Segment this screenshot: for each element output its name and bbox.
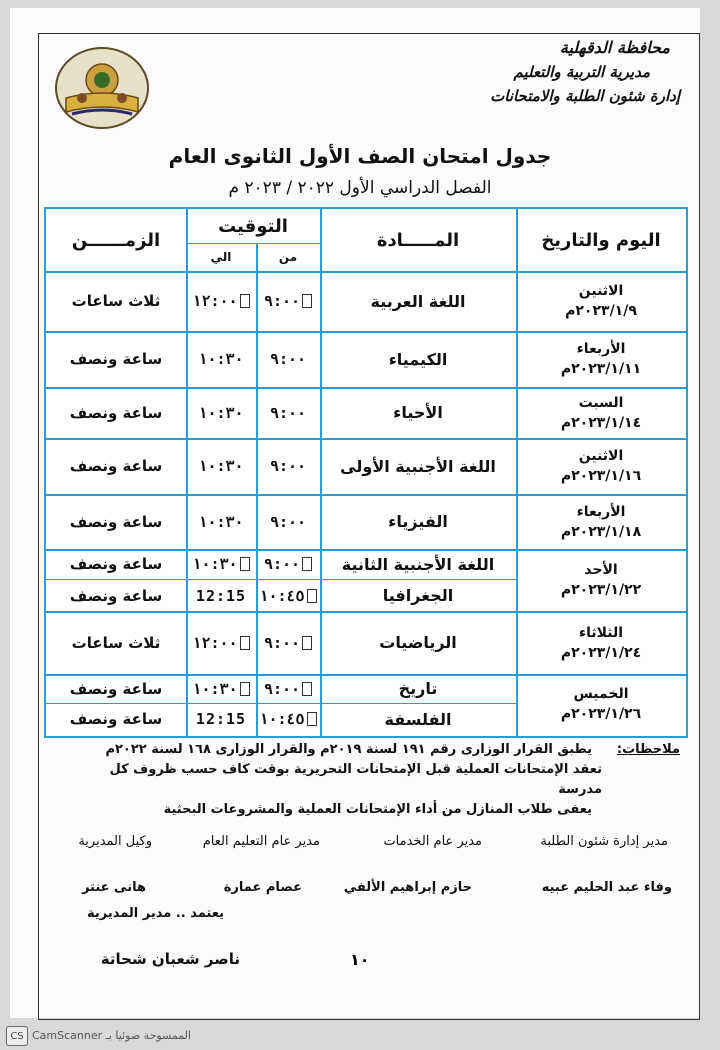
subject-cell: الفلسفة: [384, 709, 452, 729]
note-item: يعفى طلاب المنازل من أداء الإمتحانات العملية والمشروعات البحثية: [163, 802, 592, 817]
note-item: تعقد الإمتحانات العملية قبل الإمتحانات التحريرية بوقت كاف حسب ظروف كل مدرسة: [109, 762, 602, 797]
exam-date: ٢٠٢٣/١/١٤م: [560, 414, 642, 431]
header-duration: الزمــــــن: [71, 229, 161, 251]
start-time: ٩:٠٠: [256, 271, 320, 331]
day-name: الثلاثاء: [578, 624, 624, 641]
end-time: ١٢:٠٠: [186, 271, 256, 331]
exam-schedule-table: [44, 207, 688, 738]
notes-label: ملاحظات:: [616, 742, 680, 757]
end-time: ١٠:٣٠: [198, 512, 244, 531]
duration-cell: ساعة ونصف: [69, 679, 163, 698]
subject-cell: اللغة العربية: [370, 291, 466, 311]
end-time: ١٠:٣٠: [198, 350, 244, 368]
end-time: ١٠:٣٠: [198, 403, 244, 422]
end-time: 12:15: [195, 586, 247, 605]
day-cell: [516, 611, 686, 674]
subject-cell: الكيمياء: [388, 349, 448, 369]
signatory-name: هانى عنتر: [81, 880, 146, 895]
day-cell: [516, 494, 686, 549]
duration-cell: ساعة ونصف: [69, 710, 163, 728]
end-time: ١٠:٣٠: [198, 457, 244, 475]
day-name: الخميس: [573, 686, 629, 702]
end-time: ١٢:٠٠: [186, 611, 256, 674]
start-time: ٩:٠٠: [256, 611, 320, 674]
signatory-name: وفاء عبد الحليم عبيه: [541, 880, 672, 895]
subject-cell: الأحياء: [393, 403, 443, 422]
exam-date: ٢٠٢٣/١/١٨م: [560, 523, 642, 540]
day-name: الأربعاء: [576, 503, 626, 520]
duration-cell: ساعة ونصف: [69, 555, 163, 573]
signatory-name: حازم إبراهيم الألفي: [343, 880, 472, 895]
directorate-header: [420, 36, 680, 108]
day-cell: [516, 387, 686, 438]
duration-cell: ساعة ونصف: [69, 457, 163, 475]
exam-date: ٢٠٢٣/١/٩م: [565, 303, 637, 319]
duration-cell: ثلاث ساعات: [71, 292, 161, 310]
day-name: الاثنين: [578, 283, 624, 299]
subject-cell: الرياضيات: [379, 633, 457, 652]
camscanner-caption: الممسوحة ضوئيا بـ CamScanner: [32, 1029, 192, 1042]
header-day-date: اليوم والتاريخ: [541, 229, 661, 251]
duration-cell: ساعة ونصف: [69, 350, 163, 368]
duration-cell: ثلاث ساعات: [71, 633, 161, 652]
start-time: ٩:٠٠: [269, 457, 307, 475]
subject-cell: الجغرافيا: [382, 586, 454, 605]
day-name: الأربعاء: [576, 341, 626, 357]
signature-title: مدير إدارة شئون الطلبة: [540, 834, 668, 849]
start-time: ١٠:٤٥: [256, 704, 320, 734]
duration-cell: ساعة ونصف: [69, 403, 163, 422]
page-title: جدول امتحان الصف الأول الثانوى العام: [168, 144, 552, 168]
header-from: من: [278, 250, 298, 264]
start-time: ٩:٠٠: [256, 674, 320, 703]
signature-title: مدير عام الخدمات: [383, 834, 482, 849]
day-name: الاثنين: [578, 448, 624, 464]
exam-date: ٢٠٢٣/١/١١م: [560, 361, 642, 377]
directorate-name: مديرية التربية والتعليم: [513, 63, 650, 81]
approval-label: يعتمد .. مدير المديرية: [86, 906, 224, 921]
day-name: السبت: [578, 394, 624, 411]
signatory-name: عصام عمارة: [223, 880, 302, 895]
day-cell: [516, 271, 686, 331]
day-cell: [516, 674, 686, 734]
start-time: ٩:٠٠: [269, 403, 307, 422]
day-cell: [516, 331, 686, 387]
note-item: يطبق القرار الوزارى رقم ١٩١ لسنة ٢٠١٩م والقرار الوزارى ١٦٨ لسنة ٢٠٢٢م: [105, 742, 592, 757]
subject-cell: تاريخ: [398, 679, 438, 698]
governorate-name: محافظة الدقهلية: [559, 38, 670, 57]
exam-date: ٢٠٢٣/١/١٦م: [560, 468, 642, 484]
header-to: الي: [210, 250, 232, 264]
camscanner-logo: CS: [6, 1026, 28, 1046]
header-subject: المـــــادة: [376, 229, 460, 251]
duration-cell: ساعة ونصف: [69, 512, 163, 531]
day-name: الأحد: [584, 562, 618, 578]
duration-cell: ساعة ونصف: [69, 586, 163, 605]
start-time: ٩:٠٠: [269, 350, 307, 368]
subject-cell: الفيزياء: [388, 512, 448, 531]
start-time: ٩:٠٠: [256, 549, 320, 579]
subject-cell: اللغة الأجنبية الثانية: [341, 554, 495, 574]
start-time: ٩:٠٠: [269, 512, 307, 531]
director-name: ناصر شعبان شحاتة: [100, 950, 240, 968]
directorate-logo: [52, 40, 152, 140]
subject-cell: اللغة الأجنبية الأولى: [340, 456, 496, 476]
end-time: ١٠:٣٠: [186, 549, 256, 579]
department-name: إدارة شئون الطلبة والامتحانات: [490, 87, 680, 105]
signature-title: وكيل المديرية: [78, 834, 152, 849]
notes-section: [80, 740, 680, 820]
end-time: ١٠:٣٠: [186, 674, 256, 703]
page-subtitle: الفصل الدراسي الأول ٢٠٢٢ / ٢٠٢٣ م: [228, 178, 492, 198]
exam-date: ٢٠٢٣/١/٢٦م: [560, 706, 642, 722]
signature-title: مدير عام التعليم العام: [202, 834, 320, 849]
exam-date: ٢٠٢٣/١/٢٢م: [560, 582, 642, 598]
row-divider: [186, 243, 320, 244]
exam-date: ٢٠٢٣/١/٢٤م: [560, 644, 642, 661]
start-time: ١٠:٤٥: [256, 580, 320, 611]
end-time: 12:15: [195, 710, 247, 728]
day-cell: [516, 549, 686, 611]
day-cell: [516, 438, 686, 494]
page-number: ١٠: [350, 950, 370, 969]
header-timing: التوقيت: [218, 215, 288, 237]
